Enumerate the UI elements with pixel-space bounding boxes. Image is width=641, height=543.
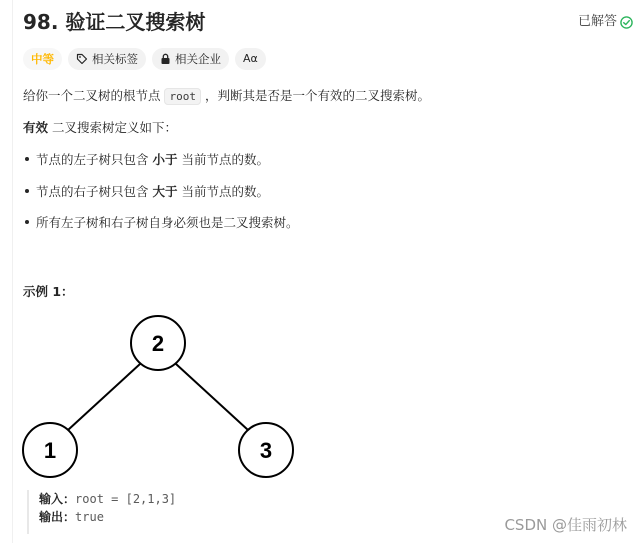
bullet-dot [25,220,29,224]
output-label: 输出： [39,510,76,524]
example-io-block [27,490,176,534]
solved-label: 已解答 [577,14,617,29]
font-toggle-button[interactable] [235,48,266,70]
tree-node-label: 2 [151,331,165,356]
example-output [39,508,176,526]
input-label: 输入： [39,492,76,506]
inline-code-root: root [164,88,201,105]
solved-status [578,12,633,32]
desc-text: 给你一个二叉树的根节点 [23,88,165,103]
tree-edge-left [68,364,140,430]
description-paragraph-2 [23,118,177,138]
description-paragraph-1 [23,86,430,107]
bullet-text: 节点的右子树只包含 [36,184,153,199]
input-value: root = [2,1,3] [75,492,177,506]
tree-edge-right [176,364,248,430]
topics-tag-label: 相关标签 [92,52,138,66]
output-value: true [75,510,104,524]
bullet-dot [25,189,29,193]
desc-text: 二叉搜索树定义如下： [48,120,177,135]
example-input [39,490,176,508]
companies-tag-label: 相关企业 [175,52,221,66]
check-circle-icon [620,16,633,29]
desc-text: ，判断其是否是一个有效的二叉搜索树。 [200,88,430,103]
lock-icon [160,53,171,65]
bullet-text: 当前节点的数。 [177,152,269,167]
tag-row [23,48,266,70]
bullet-text: 当前节点的数。 [177,184,269,199]
companies-tag-button[interactable] [152,48,229,70]
bullet-bold: 大于 [152,184,178,199]
tree-node-label: 1 [43,438,57,463]
example-title: 示例 1： [23,284,74,299]
topics-tag-button[interactable] [68,48,146,70]
list-item [25,213,299,233]
title-row [23,8,633,38]
list-item [25,182,269,202]
panel-edge [12,0,13,543]
bullet-bold: 小于 [152,152,178,167]
list-item [25,150,269,170]
bullet-dot [25,157,29,161]
font-toggle-label: Aα [243,52,258,65]
binary-tree-diagram [20,312,300,482]
bullet-text: 节点的左子树只包含 [36,152,153,167]
tag-icon [76,53,88,65]
watermark: CSDN @佳雨初林 [504,516,627,534]
page-title[interactable]: 98. 验证二叉搜索树 [23,10,206,34]
difficulty-badge[interactable]: 中等 [23,48,62,70]
tree-node-label: 3 [259,438,273,463]
bullet-text: 所有左子树和右子树自身必须也是二叉搜索树。 [36,215,299,230]
desc-bold: 有效 [23,120,49,135]
